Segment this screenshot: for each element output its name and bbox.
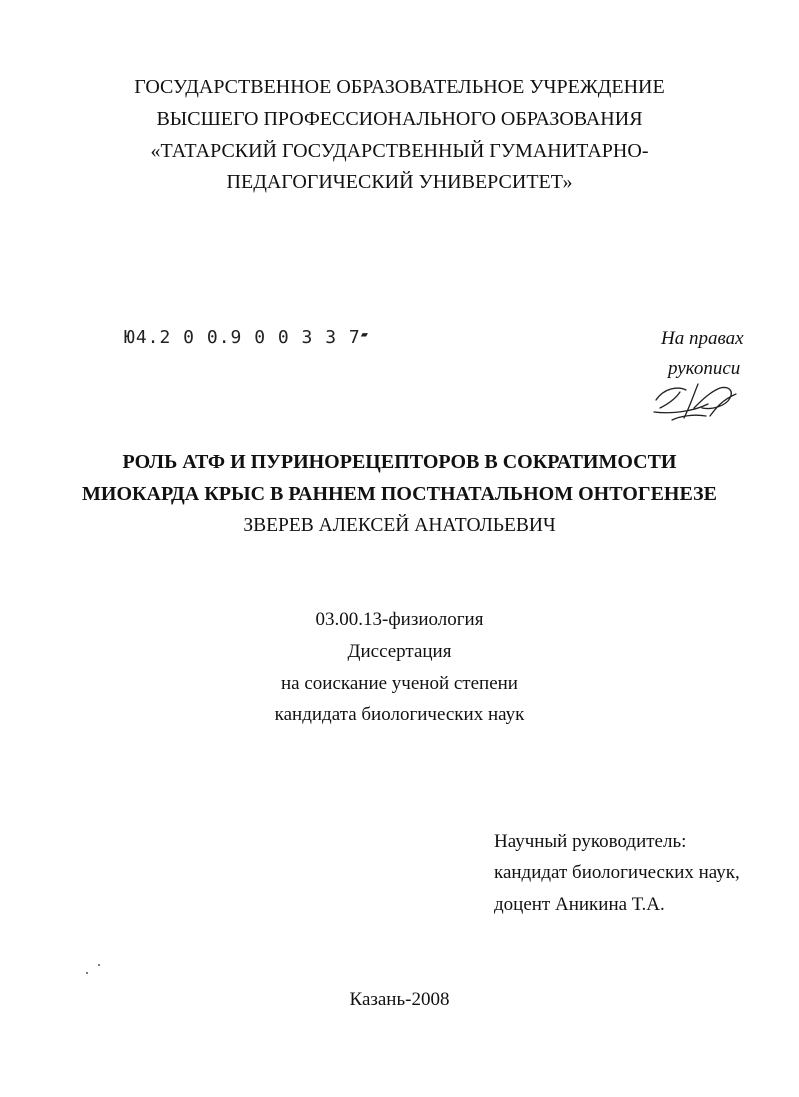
institution-line-3: «ТАТАРСКИЙ ГОСУДАРСТВЕННЫЙ ГУМАНИТАРНО-: [150, 140, 649, 162]
registry-stamp-number: Ю4.2 0 0.9 0 0 3 3 7: [124, 327, 361, 348]
stamp-mark-icon: ▰: [360, 327, 369, 341]
supervisor-degree: кандидат биологических наук,: [494, 862, 740, 883]
title-line-2: МИОКАРДА КРЫС В РАННЕМ ПОСТНАТАЛЬНОМ ОНТОГЕНЕЗЕ: [82, 483, 717, 505]
place-year: Казань-2008: [349, 989, 450, 1010]
institution-line-4: ПЕДАГОГИЧЕСКИЙ УНИВЕРСИТЕТ»: [226, 171, 573, 193]
specialty: 03.00.13-физиология: [315, 609, 484, 630]
supervisor-name: доцент Аникина Т.А.: [494, 894, 665, 915]
title-line-1: РОЛЬ АТФ И ПУРИНОРЕЦЕПТОРОВ В СОКРАТИМОСТИ: [122, 451, 677, 473]
degree-line-1: на соискание ученой степени: [281, 673, 518, 694]
author-name: ЗВЕРЕВ АЛЕКСЕЙ АНАТОЛЬЕВИЧ: [243, 515, 556, 536]
degree-line-2: кандидата биологических наук: [274, 704, 525, 725]
manuscript-note-line-1: На правах: [661, 328, 744, 349]
registry-stamp: [124, 327, 369, 348]
supervisor-label: Научный руководитель:: [494, 831, 687, 852]
scan-speck: [86, 972, 88, 974]
scan-speck: [98, 964, 100, 966]
institution-line-1: ГОСУДАРСТВЕННОЕ ОБРАЗОВАТЕЛЬНОЕ УЧРЕЖДЕНИЕ: [134, 76, 665, 98]
document-type: Диссертация: [347, 641, 452, 662]
signature-icon: [650, 378, 742, 426]
institution-line-2: ВЫСШЕГО ПРОФЕССИОНАЛЬНОГО ОБРАЗОВАНИЯ: [156, 108, 643, 130]
manuscript-note-line-2: рукописи: [668, 358, 741, 379]
